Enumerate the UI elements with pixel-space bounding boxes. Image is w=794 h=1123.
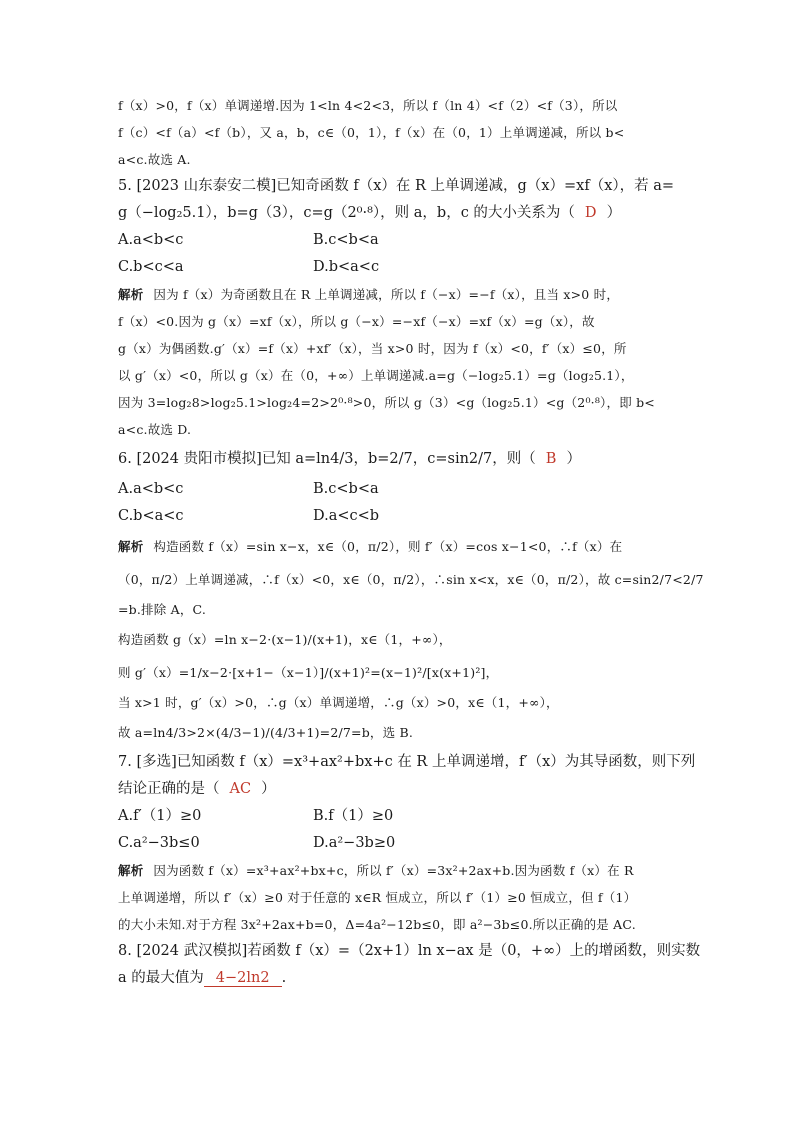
option-row <box>118 254 678 281</box>
solution-line: 因为 3=log₂8>log₂5.1>log₂4=2>2⁰·⁸>0，所以 g（3）<g（log₂5.1）<g（2⁰·⁸），即 b< <box>118 395 655 410</box>
option-a: A.f′（1）≥0 <box>118 808 202 824</box>
answer-mark: B <box>545 451 557 467</box>
solution-line: （0，π/2）上单调递减，∴f（x）<0，x∈（0，π/2），∴sin x<x，x∈（0，π/2），故 c=sin2/7<2/7 <box>118 572 704 587</box>
option-row <box>118 227 678 254</box>
option-b: B.c<b<a <box>313 481 379 497</box>
solution-line: 解析 因为 f（x）为奇函数且在 R 上单调递减，所以 f（−x）=−f（x），且当 x>0 时， <box>118 287 620 302</box>
solution-line: 上单调递增，所以 f′（x）≥0 对于任意的 x∈R 恒成立，所以 f′（1）≥0 恒成立，但 f（1） <box>118 890 637 905</box>
option-row <box>118 503 678 530</box>
solution-line: 当 x>1 时，g′（x）>0，∴g（x）单调递增，∴g（x）>0，x∈（1，+∞）， <box>118 695 559 710</box>
question-5-line: 5. [2023 山东泰安二模]已知奇函数 f（x）在 R 上单调递减，g（x）=xf（x），若 a= <box>118 178 675 194</box>
question-8-line: a 的最大值为 4−2ln2 . <box>118 970 287 986</box>
question-7-line: 7. [多选]已知函数 f（x）=x³+ax²+bx+c 在 R 上单调递增，f′（x）为其导函数，则下列 <box>118 754 696 770</box>
option-c: C.b<c<a <box>118 259 184 275</box>
option-row <box>118 803 678 830</box>
question-7-line: 结论正确的是（ AC ） <box>118 781 276 797</box>
solution-line: g（x）为偶函数.g′（x）=f（x）+xf′（x），当 x>0 时，因为 f（x）<0，f′（x）≤0，所 <box>118 341 627 356</box>
solution-line: 解析 因为函数 f（x）=x³+ax²+bx+c，所以 f′（x）=3x²+2ax+b.因为函数 f（x）在 R <box>118 863 634 878</box>
option-row <box>118 476 678 503</box>
option-a: A.a<b<c <box>118 481 184 497</box>
answer-blank: 4−2ln2 <box>204 970 282 987</box>
solution-line: f（x）<0.因为 g（x）=xf（x），所以 g（−x）=−xf（−x）=xf（x）=g（x），故 <box>118 314 595 329</box>
answer-mark: D <box>584 205 597 221</box>
text-line: a<c.故选 A. <box>118 152 191 167</box>
solution-line: 故 a=ln4/3>2×(4/3−1)/(4/3+1)=2/7=b，选 B. <box>118 725 414 740</box>
answer-mark: AC <box>229 781 252 797</box>
option-d: D.a<c<b <box>313 508 380 524</box>
solution-line: =b.排除 A，C. <box>118 602 207 617</box>
document-page <box>118 92 704 992</box>
solution-label: 解析 <box>118 287 144 302</box>
option-row <box>118 830 678 857</box>
solution-line: a<c.故选 D. <box>118 422 192 437</box>
option-a: A.a<b<c <box>118 232 184 248</box>
option-b: B.c<b<a <box>313 232 379 248</box>
solution-label: 解析 <box>118 539 144 554</box>
solution-line: 则 g′（x）=1/x−2·[x+1−（x−1）]/(x+1)²=(x−1)²/[x(x+1)²]， <box>118 665 499 680</box>
solution-line: 以 g′（x）<0，所以 g（x）在（0，+∞）上单调递减.a=g（−log₂5.1）=g（log₂5.1）， <box>118 368 634 383</box>
solution-line: 构造函数 g（x）=ln x−2·(x−1)/(x+1)，x∈（1，+∞）， <box>118 632 452 647</box>
question-5-line: g（−log₂5.1），b=g（3），c=g（2⁰·⁸），则 a，b，c 的大小关系为（ D ） <box>118 205 622 221</box>
option-b: B.f（1）≥0 <box>313 808 394 824</box>
solution-line: 解析 构造函数 f（x）=sin x−x，x∈（0，π/2），则 f′（x）=cos x−1<0，∴f（x）在 <box>118 539 623 554</box>
solution-label: 解析 <box>118 863 144 878</box>
question-8-line: 8. [2024 武汉模拟]若函数 f（x）=（2x+1）ln x−ax 是（0，+∞）上的增函数，则实数 <box>118 943 701 959</box>
option-d: D.a²−3b≥0 <box>313 835 396 851</box>
text-line: f（x）>0，f（x）单调递增.因为 1<ln 4<2<3，所以 f（ln 4）<f（2）<f（3），所以 <box>118 98 618 113</box>
option-c: C.a²−3b≤0 <box>118 835 200 851</box>
option-d: D.b<a<c <box>313 259 380 275</box>
solution-line: 的大小未知.对于方程 3x²+2ax+b=0，Δ=4a²−12b≤0，即 a²−3b≤0.所以正确的是 AC. <box>118 917 636 932</box>
question-6-line: 6. [2024 贵阳市模拟]已知 a=ln4/3，b=2/7，c=sin2/7，则（ B ） <box>118 451 581 467</box>
option-c: C.b<a<c <box>118 508 184 524</box>
text-line: f（c）<f（a）<f（b），又 a，b，c∈（0，1），f（x）在（0，1）上单调递减，所以 b< <box>118 125 625 140</box>
